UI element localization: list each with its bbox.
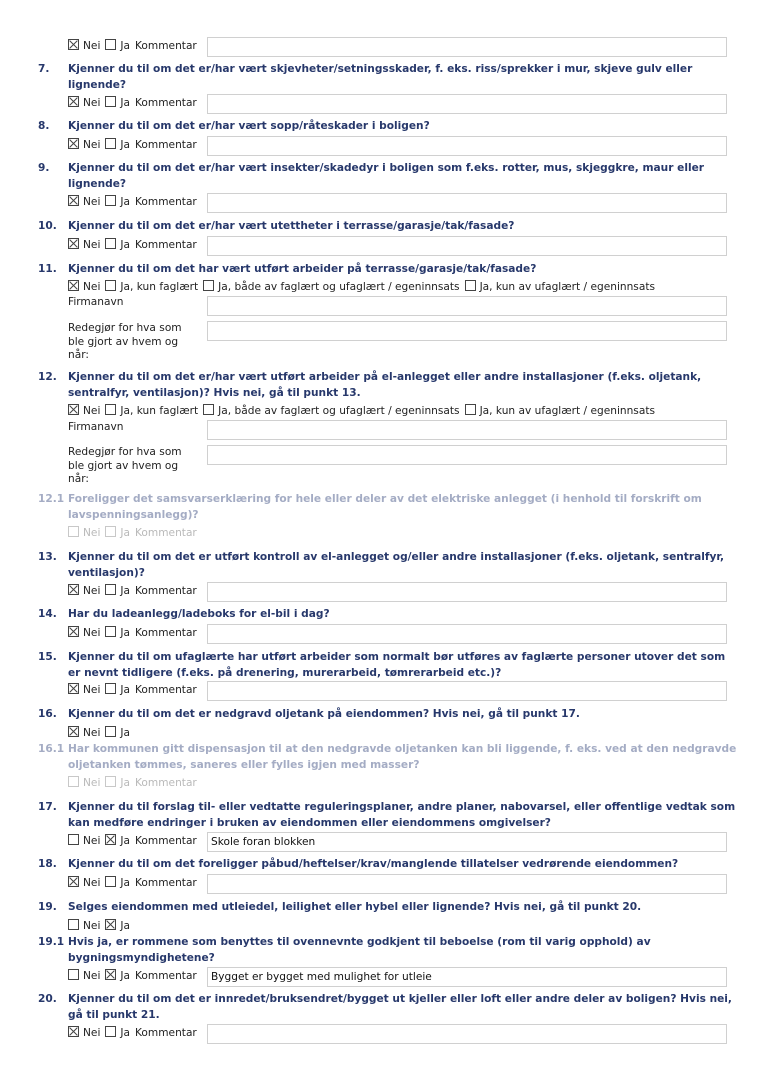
question-17 <box>38 800 738 848</box>
answer-options <box>68 526 197 540</box>
question-text: Kjenner du til om det er innredet/bruksendret/bygget ut kjeller eller loft eller andre deler av boligen? Hvis nei, gå til punkt 21. <box>68 993 732 1021</box>
nei-checkbox[interactable] <box>68 39 79 50</box>
kommentar-label: Kommentar <box>135 40 197 52</box>
answer-options <box>68 969 197 983</box>
nei-checkbox[interactable] <box>68 683 79 694</box>
ja-label: Ja <box>120 777 131 789</box>
nei-checkbox[interactable] <box>68 96 79 107</box>
answer-options <box>68 683 197 697</box>
ja-checkbox[interactable] <box>105 876 116 887</box>
question-number: 10. <box>38 220 57 232</box>
nei-label: Nei <box>83 405 101 417</box>
question-number: 11. <box>38 263 57 275</box>
ja-label: Ja <box>120 684 131 696</box>
question-18 <box>38 857 738 889</box>
ja-label: Ja <box>120 627 131 639</box>
question-20 <box>38 992 738 1039</box>
ja-checkbox[interactable] <box>105 138 116 149</box>
ja-checkbox[interactable] <box>105 238 116 249</box>
kommentar-label: Kommentar <box>135 970 197 982</box>
question-number: 15. <box>38 651 57 663</box>
nei-checkbox[interactable] <box>68 280 79 291</box>
question-number: 17. <box>38 801 57 813</box>
question-number: 12.1 <box>38 493 65 505</box>
kommentar-label: Kommentar <box>135 196 197 208</box>
ja-begge-label: Ja, både av faglært og ufaglært / egeninnsats <box>218 281 460 293</box>
answer-options <box>68 626 197 640</box>
question-15 <box>38 650 738 696</box>
nei-label: Nei <box>83 585 101 597</box>
question-text: Kjenner du til om det har vært utført arbeider på terrasse/garasje/tak/fasade? <box>68 263 537 275</box>
question-text: Foreligger det samsvarserklæring for hele eller deler av det elektriske anlegget (i henhold til forskrift om lavspenningsanlegg)? <box>68 493 702 521</box>
ja-kun-ufaglaert-label: Ja, kun av ufaglært / egeninnsats <box>479 281 655 293</box>
ja-checkbox[interactable] <box>105 726 116 737</box>
question-number: 13. <box>38 551 57 563</box>
ja-label: Ja <box>120 139 131 151</box>
question-9 <box>38 161 738 208</box>
kommentar-field[interactable] <box>207 681 727 701</box>
nei-label: Nei <box>83 970 101 982</box>
question-number: 18. <box>38 858 57 870</box>
ja-begge-checkbox[interactable] <box>203 404 214 415</box>
nei-checkbox[interactable] <box>68 1026 79 1037</box>
question-text: Kjenner du til om det er utført kontroll av el-anlegget og/eller andre installasjoner (f.eks. oljetank, sentralfyr, ventilasjon)? <box>68 551 725 579</box>
question-number: 19. <box>38 901 57 913</box>
answer-options <box>68 919 130 933</box>
kommentar-label: Kommentar <box>135 777 197 789</box>
question-text: Kjenner du til om det er/har vært insekter/skadedyr i boligen som f.eks. rotter, mus, skjeggkre, maur eller lignende? <box>68 162 704 190</box>
redegjor-label: Redegjør for hva som ble gjort av hvem og når: <box>68 446 182 485</box>
ja-kun-faglaert-label: Ja, kun faglært <box>120 405 199 417</box>
answer-options <box>68 584 197 598</box>
kommentar-label: Kommentar <box>135 527 197 539</box>
ja-checkbox[interactable] <box>105 96 116 107</box>
ja-kun-faglaert-label: Ja, kun faglært <box>120 281 199 293</box>
nei-label: Nei <box>83 777 101 789</box>
ja-checkbox <box>105 776 116 787</box>
ja-kun-ufaglaert-checkbox[interactable] <box>465 404 476 415</box>
answer-options <box>68 834 197 848</box>
question-number: 8. <box>38 120 50 132</box>
ja-label: Ja <box>120 97 131 109</box>
firmanavn-field[interactable] <box>207 420 727 440</box>
question-10 <box>38 219 738 251</box>
nei-label: Nei <box>83 835 101 847</box>
firmanavn-label: Firmanavn <box>68 296 124 308</box>
nei-label: Nei <box>83 877 101 889</box>
nei-label: Nei <box>83 684 101 696</box>
answer-options <box>68 96 197 110</box>
question-number: 9. <box>38 162 50 174</box>
nei-checkbox[interactable] <box>68 876 79 887</box>
ja-label: Ja <box>120 239 131 251</box>
question-text: Kjenner du til om ufaglærte har utført arbeider som normalt bør utføres av faglærte personer utover det som er nevnt tidligere (f.eks. på drenering, murerarbeid, tømrerarbeid etc.)? <box>68 651 726 679</box>
kommentar-field[interactable]: Bygget er bygget med mulighet for utleie <box>207 967 727 987</box>
nei-label: Nei <box>83 920 101 932</box>
firmanavn-label: Firmanavn <box>68 421 124 433</box>
kommentar-label: Kommentar <box>135 684 197 696</box>
kommentar-label: Kommentar <box>135 585 197 597</box>
nei-checkbox[interactable] <box>68 626 79 637</box>
nei-checkbox[interactable] <box>68 834 79 845</box>
ja-label: Ja <box>120 585 131 597</box>
nei-label: Nei <box>83 281 101 293</box>
question-text: Har kommunen gitt dispensasjon til at den nedgravde oljetanken kan bli liggende, f. eks. ved at den nedgravde oljetanken tømmes, saneres eller fylles igjen med masser? <box>68 743 737 771</box>
answer-options <box>68 404 655 418</box>
question-number: 20. <box>38 993 57 1005</box>
kommentar-label: Kommentar <box>135 877 197 889</box>
kommentar-field[interactable] <box>207 236 727 256</box>
nei-checkbox[interactable] <box>68 584 79 595</box>
question-11 <box>38 262 738 361</box>
nei-label: Nei <box>83 627 101 639</box>
question-8 <box>38 119 738 151</box>
ja-kun-faglaert-checkbox[interactable] <box>105 404 116 415</box>
kommentar-label: Kommentar <box>135 835 197 847</box>
nei-checkbox <box>68 776 79 787</box>
nei-checkbox[interactable] <box>68 238 79 249</box>
kommentar-field[interactable] <box>207 37 727 57</box>
nei-label: Nei <box>83 196 101 208</box>
answer-options <box>68 138 197 152</box>
question-12 <box>38 370 738 485</box>
question-text: Kjenner du til forslag til- eller vedtatte reguleringsplaner, andre planer, nabovarsel, eller offentlige vedtak som kan medføre endringer i bruken av eiendommen eller eiendommens omgivelser? <box>68 801 736 829</box>
ja-label: Ja <box>120 835 131 847</box>
answer-options <box>68 195 197 209</box>
nei-checkbox[interactable] <box>68 969 79 980</box>
ja-label: Ja <box>120 40 131 52</box>
redegjor-field[interactable] <box>207 321 727 341</box>
question-number: 16. <box>38 708 57 720</box>
firmanavn-field[interactable] <box>207 296 727 316</box>
ja-begge-label: Ja, både av faglært og ufaglært / egeninnsats <box>218 405 460 417</box>
kommentar-label: Kommentar <box>135 627 197 639</box>
ja-checkbox[interactable] <box>105 39 116 50</box>
ja-label: Ja <box>120 527 131 539</box>
kommentar-label: Kommentar <box>135 97 197 109</box>
nei-checkbox[interactable] <box>68 138 79 149</box>
ja-checkbox[interactable] <box>105 834 116 845</box>
ja-kun-ufaglaert-label: Ja, kun av ufaglært / egeninnsats <box>479 405 655 417</box>
ja-kun-ufaglaert-checkbox[interactable] <box>465 280 476 291</box>
question-19 <box>38 900 738 932</box>
kommentar-label: Kommentar <box>135 1027 197 1039</box>
ja-checkbox[interactable] <box>105 1026 116 1037</box>
kommentar-field[interactable] <box>207 874 727 894</box>
ja-label: Ja <box>120 920 131 932</box>
ja-checkbox[interactable] <box>105 919 116 930</box>
question-13 <box>38 550 738 597</box>
nei-checkbox[interactable] <box>68 726 79 737</box>
nei-label: Nei <box>83 40 101 52</box>
answer-options <box>68 1026 197 1040</box>
kommentar-field[interactable] <box>207 1024 727 1044</box>
ja-checkbox[interactable] <box>105 683 116 694</box>
question-text: Kjenner du til om det er/har vært utført arbeider på el-anlegget eller andre installasjoner (f.eks. oljetank, sentralfyr, ventilasjon)? Hvis nei, gå til punkt 13. <box>68 371 702 399</box>
ja-checkbox <box>105 526 116 537</box>
nei-checkbox <box>68 526 79 537</box>
question-text: Kjenner du til om det er nedgravd oljetank på eiendommen? Hvis nei, gå til punkt 17. <box>68 708 580 720</box>
ja-begge-checkbox[interactable] <box>203 280 214 291</box>
kommentar-field[interactable] <box>207 136 727 156</box>
ja-checkbox[interactable] <box>105 626 116 637</box>
question-7 <box>38 62 738 109</box>
question-text: Har du ladeanlegg/ladeboks for el-bil i dag? <box>68 608 330 620</box>
ja-label: Ja <box>120 1027 131 1039</box>
question-12-1 <box>38 492 738 539</box>
question-19-1 <box>38 935 738 983</box>
question-16-1 <box>38 742 738 789</box>
kommentar-field[interactable] <box>207 624 727 644</box>
nei-label: Nei <box>83 527 101 539</box>
kommentar-label: Kommentar <box>135 239 197 251</box>
question-text: Hvis ja, er rommene som benyttes til ovennevnte godkjent til beboelse (rom til varig opphold) av bygningsmyndighetene? <box>68 936 651 964</box>
nei-label: Nei <box>83 97 101 109</box>
nei-label: Nei <box>83 1027 101 1039</box>
kommentar-label: Kommentar <box>135 139 197 151</box>
ja-checkbox[interactable] <box>105 584 116 595</box>
question-number: 12. <box>38 371 57 383</box>
question-text: Kjenner du til om det er/har vært sopp/råteskader i boligen? <box>68 120 430 132</box>
question-text: Kjenner du til om det foreligger påbud/heftelser/krav/manglende tillatelser vedrørende eiendommen? <box>68 858 679 870</box>
redegjor-label: Redegjør for hva som ble gjort av hvem og når: <box>68 322 182 361</box>
answer-options <box>68 39 197 53</box>
kommentar-field[interactable]: Skole foran blokken <box>207 832 727 852</box>
nei-checkbox[interactable] <box>68 195 79 206</box>
kommentar-field[interactable] <box>207 193 727 213</box>
ja-checkbox[interactable] <box>105 195 116 206</box>
question-text: Selges eiendommen med utleiedel, leilighet eller hybel eller lignende? Hvis nei, gå til punkt 20. <box>68 901 642 913</box>
answer-options <box>68 776 197 790</box>
ja-label: Ja <box>120 877 131 889</box>
nei-checkbox[interactable] <box>68 404 79 415</box>
ja-kun-faglaert-checkbox[interactable] <box>105 280 116 291</box>
kommentar-field[interactable] <box>207 94 727 114</box>
question-16 <box>38 707 738 739</box>
redegjor-field[interactable] <box>207 445 727 465</box>
question-number: 16.1 <box>38 743 65 755</box>
question-text: Kjenner du til om det er/har vært utettheter i terrasse/garasje/tak/fasade? <box>68 220 515 232</box>
answer-options <box>68 726 130 740</box>
ja-label: Ja <box>120 970 131 982</box>
answer-options <box>68 876 197 890</box>
question-number: 14. <box>38 608 57 620</box>
nei-label: Nei <box>83 139 101 151</box>
nei-label: Nei <box>83 727 101 739</box>
nei-label: Nei <box>83 239 101 251</box>
nei-checkbox[interactable] <box>68 919 79 930</box>
ja-checkbox[interactable] <box>105 969 116 980</box>
question-text: Kjenner du til om det er/har vært skjevheter/setningsskader, f. eks. riss/sprekker i mur, skjeve gulv eller lignende? <box>68 63 693 91</box>
question-number: 19.1 <box>38 936 65 948</box>
ja-label: Ja <box>120 727 131 739</box>
question-number: 7. <box>38 63 50 75</box>
ja-label: Ja <box>120 196 131 208</box>
kommentar-field[interactable] <box>207 582 727 602</box>
answer-options <box>68 280 655 294</box>
question-14 <box>38 607 738 639</box>
answer-options <box>68 238 197 252</box>
